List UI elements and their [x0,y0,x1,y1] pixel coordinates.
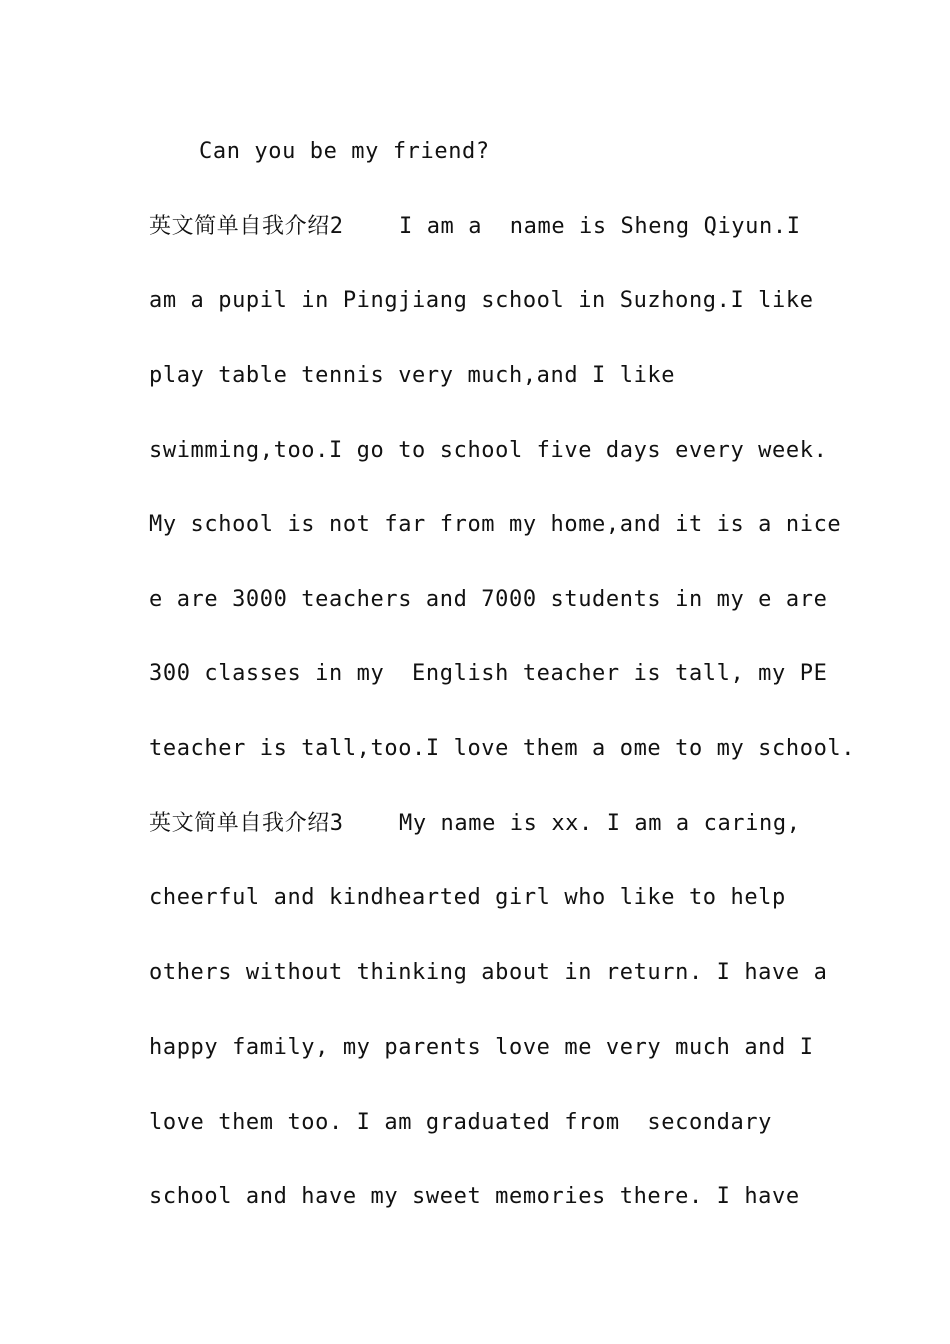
text-line: 英文简单自我介绍2 I am a name is Sheng Qiyun.I [149,214,801,239]
text-line: 英文简单自我介绍3 My name is xx. I am a caring, [149,811,801,836]
text-line: cheerful and kindhearted girl who like to help [149,885,786,910]
text-line: others without thinking about in return. I have a [149,960,828,985]
text-line: school and have my sweet memories there. I have [149,1184,800,1209]
text-line: 300 classes in my English teacher is tall, my PE [149,661,828,686]
text-line: e are 3000 teachers and 7000 students in my e are [149,587,828,612]
text-line: am a pupil in Pingjiang school in Suzhong.I like [149,288,814,313]
text-line: play table tennis very much,and I like [149,363,676,388]
text-line: My school is not far from my home,and it is a nice [149,512,842,537]
text-line: happy family, my parents love me very much and I [149,1035,814,1060]
text-line: swimming,too.I go to school five days every week. [149,438,828,463]
text-line: teacher is tall,too.I love them a ome to my school. [149,736,856,761]
text-line: Can you be my friend? [199,139,490,164]
text-line: love them too. I am graduated from secondary [149,1110,773,1135]
